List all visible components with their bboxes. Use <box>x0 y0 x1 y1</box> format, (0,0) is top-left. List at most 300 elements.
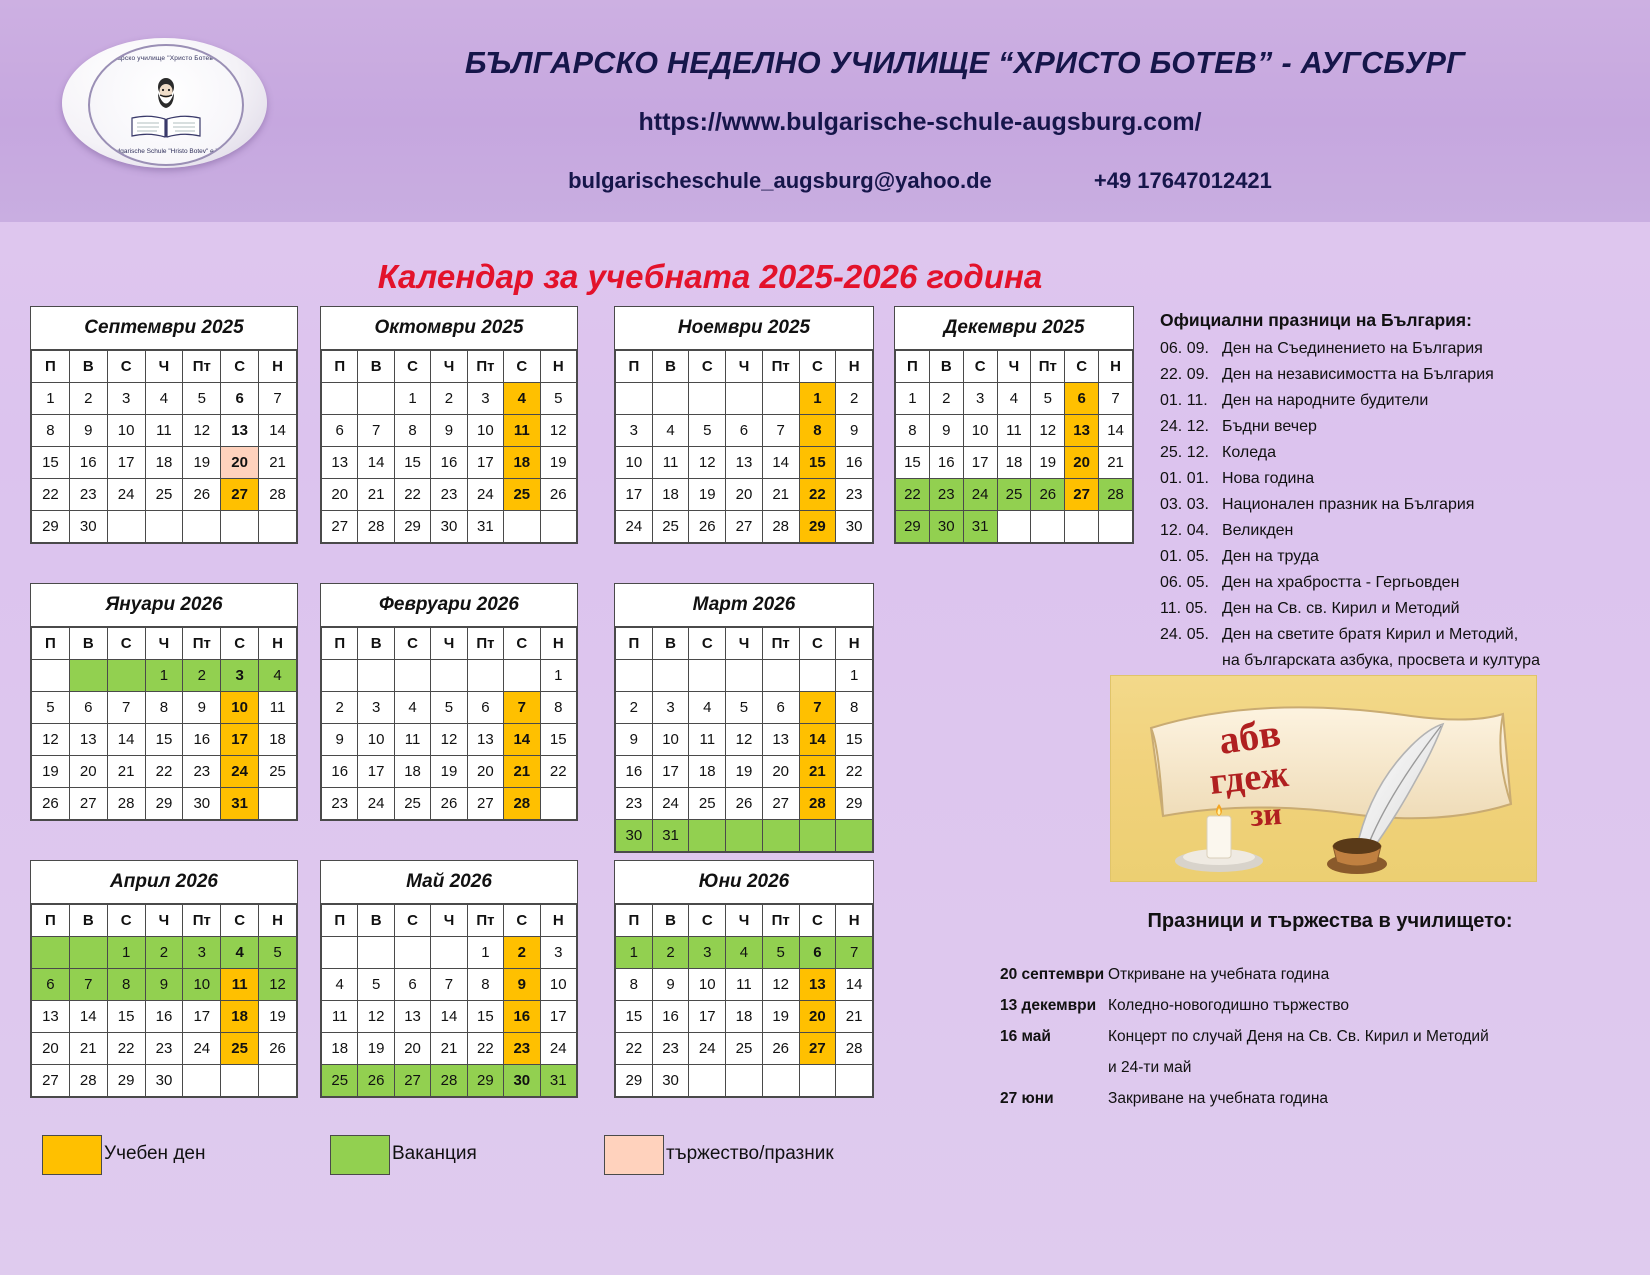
day-cell: 7 <box>69 969 107 1001</box>
school-email[interactable]: bulgarischeschule_augsburg@yahoo.de <box>568 168 992 193</box>
page-title: Календар за учебната 2025-2026 година <box>377 258 1043 295</box>
month-card <box>614 860 874 1098</box>
empty-cell <box>504 511 540 543</box>
official-holiday-name: Ден на Св. св. Кирил и Методий <box>1222 600 1460 617</box>
day-cell: 20 <box>32 1033 70 1065</box>
week-row <box>32 969 297 1001</box>
weekday-header: Ч <box>726 905 763 937</box>
alphabet-illustration <box>1110 675 1537 882</box>
legend-label: тържество/празник <box>666 1143 834 1164</box>
day-cell: 29 <box>467 1065 503 1097</box>
day-cell: 1 <box>32 383 70 415</box>
day-cell: 26 <box>762 1033 799 1065</box>
weekday-header: П <box>896 351 930 383</box>
weekday-header: Пт <box>762 628 799 660</box>
month-card <box>30 583 298 821</box>
day-cell: 23 <box>504 1033 540 1065</box>
day-cell: 8 <box>616 969 653 1001</box>
day-cell: 27 <box>467 788 503 820</box>
week-row <box>616 937 873 969</box>
month-title: Декември 2025 <box>895 307 1133 350</box>
day-cell: 19 <box>1031 447 1065 479</box>
weekday-header: С <box>221 351 259 383</box>
empty-cell <box>221 1065 259 1097</box>
empty-cell <box>726 820 763 852</box>
botev-portrait-icon <box>144 74 188 118</box>
day-cell: 15 <box>836 724 873 756</box>
day-cell: 20 <box>726 479 763 511</box>
official-holiday-name: Нова година <box>1222 470 1315 487</box>
day-cell: 14 <box>431 1001 467 1033</box>
day-cell: 14 <box>762 447 799 479</box>
official-holiday-date: 24. 05. <box>1160 626 1209 643</box>
official-holiday-name: Ден на Съединението на България <box>1222 340 1483 357</box>
day-cell: 12 <box>1031 415 1065 447</box>
month-title: Ноември 2025 <box>615 307 873 350</box>
empty-cell <box>32 660 70 692</box>
weekday-header: С <box>221 628 259 660</box>
day-cell: 24 <box>616 511 653 543</box>
official-holiday-row <box>1160 340 1483 358</box>
day-cell: 17 <box>107 447 145 479</box>
empty-cell <box>183 511 221 543</box>
weekday-header: В <box>929 351 963 383</box>
day-cell: 14 <box>107 724 145 756</box>
day-cell: 3 <box>358 692 394 724</box>
official-holiday-date: 03. 03. <box>1160 496 1209 513</box>
day-cell: 7 <box>431 969 467 1001</box>
day-cell: 29 <box>394 511 430 543</box>
day-cell: 22 <box>32 479 70 511</box>
day-cell: 25 <box>145 479 183 511</box>
month-table <box>615 904 873 1097</box>
weekday-header: Н <box>836 628 873 660</box>
school-event-date: 13 декември <box>1000 997 1097 1014</box>
official-holiday-row <box>1160 600 1460 618</box>
day-cell: 3 <box>652 692 689 724</box>
day-cell: 17 <box>221 724 259 756</box>
day-cell: 31 <box>467 511 503 543</box>
open-book-icon <box>129 114 203 140</box>
week-row <box>322 756 577 788</box>
day-cell: 28 <box>358 511 394 543</box>
day-cell: 29 <box>145 788 183 820</box>
week-row <box>32 937 297 969</box>
school-event-text: Откриване на учебната година <box>1108 966 1330 983</box>
official-holiday-row <box>1160 418 1317 436</box>
day-cell: 20 <box>221 447 259 479</box>
weekday-header-row <box>32 628 297 660</box>
weekday-header: Ч <box>726 351 763 383</box>
day-cell: 24 <box>221 756 259 788</box>
day-cell: 18 <box>652 479 689 511</box>
day-cell: 27 <box>1065 479 1099 511</box>
day-cell: 22 <box>799 479 836 511</box>
day-cell: 28 <box>762 511 799 543</box>
month-card <box>614 583 874 853</box>
official-holiday-date: 06. 09. <box>1160 340 1209 357</box>
week-row <box>616 511 873 543</box>
day-cell: 29 <box>107 1065 145 1097</box>
day-cell: 12 <box>540 415 576 447</box>
day-cell: 1 <box>394 383 430 415</box>
day-cell: 2 <box>929 383 963 415</box>
weekday-header: С <box>394 905 430 937</box>
official-holiday-row <box>1160 496 1474 514</box>
month-card <box>30 860 298 1098</box>
day-cell: 8 <box>32 415 70 447</box>
weekday-header: Н <box>259 351 297 383</box>
day-cell: 21 <box>762 479 799 511</box>
day-cell: 24 <box>358 788 394 820</box>
page-header <box>0 0 1650 222</box>
week-row <box>616 969 873 1001</box>
empty-cell <box>652 660 689 692</box>
month-title: Януари 2026 <box>31 584 297 627</box>
day-cell: 12 <box>689 447 726 479</box>
day-cell: 4 <box>322 969 358 1001</box>
weekday-header: В <box>358 628 394 660</box>
day-cell: 3 <box>183 937 221 969</box>
day-cell: 2 <box>836 383 873 415</box>
weekday-header: С <box>799 628 836 660</box>
day-cell: 8 <box>896 415 930 447</box>
day-cell: 30 <box>652 1065 689 1097</box>
weekday-header: В <box>652 905 689 937</box>
empty-cell <box>540 788 576 820</box>
empty-cell <box>726 1065 763 1097</box>
day-cell: 17 <box>963 447 997 479</box>
week-row <box>322 511 577 543</box>
day-cell: 2 <box>145 937 183 969</box>
contact-row <box>330 168 1510 194</box>
day-cell: 15 <box>616 1001 653 1033</box>
weekday-header: В <box>652 351 689 383</box>
weekday-header: Пт <box>183 351 221 383</box>
week-row <box>616 660 873 692</box>
day-cell: 14 <box>259 415 297 447</box>
empty-cell <box>1065 511 1099 543</box>
day-cell: 3 <box>467 383 503 415</box>
day-cell: 7 <box>762 415 799 447</box>
week-row <box>32 756 297 788</box>
weekday-header: Пт <box>467 905 503 937</box>
day-cell: 13 <box>762 724 799 756</box>
weekday-header: П <box>322 905 358 937</box>
day-cell: 16 <box>836 447 873 479</box>
day-cell: 5 <box>726 692 763 724</box>
day-cell: 12 <box>726 724 763 756</box>
legend-label: Учебен ден <box>104 1143 206 1164</box>
day-cell: 7 <box>358 415 394 447</box>
day-cell: 29 <box>616 1065 653 1097</box>
weekday-header: С <box>394 351 430 383</box>
empty-cell <box>145 511 183 543</box>
day-cell: 25 <box>504 479 540 511</box>
weekday-header: П <box>616 905 653 937</box>
empty-cell <box>726 660 763 692</box>
day-cell: 22 <box>107 1033 145 1065</box>
day-cell: 29 <box>836 788 873 820</box>
school-event-date: 20 септември <box>1000 966 1105 983</box>
week-row <box>32 415 297 447</box>
day-cell: 27 <box>726 511 763 543</box>
weekday-header: Ч <box>997 351 1031 383</box>
empty-cell <box>394 660 430 692</box>
day-cell: 14 <box>358 447 394 479</box>
day-cell: 10 <box>467 415 503 447</box>
day-cell: 9 <box>836 415 873 447</box>
empty-cell <box>358 937 394 969</box>
official-holiday-date: 25. 12. <box>1160 444 1209 461</box>
weekday-header: Ч <box>145 905 183 937</box>
day-cell: 27 <box>32 1065 70 1097</box>
day-cell: 8 <box>467 969 503 1001</box>
day-cell: 18 <box>997 447 1031 479</box>
day-cell: 1 <box>836 660 873 692</box>
empty-cell <box>799 1065 836 1097</box>
day-cell: 18 <box>145 447 183 479</box>
week-row <box>896 415 1133 447</box>
weekday-header: Н <box>1099 351 1133 383</box>
weekday-header: П <box>616 628 653 660</box>
day-cell: 18 <box>394 756 430 788</box>
day-cell: 9 <box>929 415 963 447</box>
day-cell: 31 <box>221 788 259 820</box>
empty-cell <box>221 511 259 543</box>
school-website-url[interactable]: https://www.bulgarische-schule-augsburg.com/ <box>638 108 1202 136</box>
day-cell: 5 <box>689 415 726 447</box>
empty-cell <box>616 660 653 692</box>
week-row <box>616 724 873 756</box>
day-cell: 10 <box>963 415 997 447</box>
month-table <box>31 904 297 1097</box>
day-cell: 25 <box>322 1065 358 1097</box>
school-events-title: Празници и тържества в училището: <box>1147 910 1513 932</box>
month-table <box>615 627 873 852</box>
empty-cell <box>322 937 358 969</box>
day-cell: 26 <box>689 511 726 543</box>
month-card <box>320 860 578 1098</box>
day-cell: 19 <box>726 756 763 788</box>
week-row <box>32 692 297 724</box>
day-cell: 26 <box>726 788 763 820</box>
day-cell: 4 <box>145 383 183 415</box>
weekday-header: С <box>799 905 836 937</box>
day-cell: 21 <box>69 1033 107 1065</box>
day-cell: 12 <box>358 1001 394 1033</box>
empty-cell <box>689 1065 726 1097</box>
weekday-header-row <box>322 351 577 383</box>
day-cell: 24 <box>689 1033 726 1065</box>
official-holiday-row <box>1160 470 1314 488</box>
day-cell: 11 <box>997 415 1031 447</box>
day-cell: 24 <box>467 479 503 511</box>
alphabet-scroll-drawing <box>1111 676 1536 881</box>
day-cell: 1 <box>896 383 930 415</box>
day-cell: 18 <box>689 756 726 788</box>
day-cell: 24 <box>652 788 689 820</box>
official-holiday-name: Ден на храбростта - Гергьовден <box>1222 574 1460 591</box>
day-cell: 18 <box>726 1001 763 1033</box>
day-cell: 20 <box>762 756 799 788</box>
school-event-text: и 24-ти май <box>1108 1059 1192 1076</box>
day-cell: 2 <box>504 937 540 969</box>
day-cell: 5 <box>183 383 221 415</box>
official-holiday-date: 01. 11. <box>1160 392 1208 409</box>
day-cell: 14 <box>504 724 540 756</box>
day-cell: 11 <box>221 969 259 1001</box>
weekday-header: П <box>32 905 70 937</box>
school-phone: +49 17647012421 <box>1093 168 1272 193</box>
day-cell: 7 <box>107 692 145 724</box>
official-holiday-name: Великден <box>1222 522 1294 539</box>
day-cell: 1 <box>467 937 503 969</box>
day-cell: 12 <box>32 724 70 756</box>
month-table <box>615 350 873 543</box>
empty-cell <box>431 660 467 692</box>
weekday-header: П <box>322 628 358 660</box>
week-row <box>616 820 873 852</box>
day-cell: 25 <box>259 756 297 788</box>
week-row <box>322 383 577 415</box>
day-cell: 1 <box>799 383 836 415</box>
week-row <box>322 1065 577 1097</box>
month-table <box>31 627 297 820</box>
day-cell: 15 <box>394 447 430 479</box>
day-cell: 11 <box>726 969 763 1001</box>
empty-cell <box>799 820 836 852</box>
day-cell: 21 <box>504 756 540 788</box>
day-cell: 26 <box>540 479 576 511</box>
day-cell: 23 <box>652 1033 689 1065</box>
day-cell: 15 <box>145 724 183 756</box>
official-holiday-name: Бъдни вечер <box>1222 418 1317 435</box>
day-cell: 11 <box>322 1001 358 1033</box>
day-cell: 18 <box>504 447 540 479</box>
legend-swatch <box>330 1135 390 1175</box>
day-cell: 18 <box>322 1033 358 1065</box>
day-cell: 1 <box>107 937 145 969</box>
day-cell: 9 <box>652 969 689 1001</box>
day-cell: 23 <box>145 1033 183 1065</box>
day-cell: 24 <box>183 1033 221 1065</box>
day-cell: 25 <box>997 479 1031 511</box>
week-row <box>616 447 873 479</box>
day-cell: 10 <box>616 447 653 479</box>
day-cell: 6 <box>32 969 70 1001</box>
weekday-header: Пт <box>183 905 221 937</box>
empty-cell <box>689 383 726 415</box>
day-cell: 12 <box>762 969 799 1001</box>
weekday-header: В <box>652 628 689 660</box>
empty-cell <box>762 820 799 852</box>
day-cell: 22 <box>616 1033 653 1065</box>
day-cell: 4 <box>221 937 259 969</box>
day-cell: 19 <box>259 1001 297 1033</box>
day-cell: 20 <box>322 479 358 511</box>
day-cell: 23 <box>183 756 221 788</box>
weekday-header-row <box>322 905 577 937</box>
empty-cell <box>689 820 726 852</box>
weekday-header-row <box>32 905 297 937</box>
day-cell: 20 <box>467 756 503 788</box>
week-row <box>322 692 577 724</box>
official-holiday-date: 22. 09. <box>1160 366 1209 383</box>
week-row <box>322 937 577 969</box>
day-cell: 7 <box>259 383 297 415</box>
day-cell: 13 <box>221 415 259 447</box>
empty-cell <box>259 788 297 820</box>
day-cell: 23 <box>431 479 467 511</box>
day-cell: 26 <box>32 788 70 820</box>
svg-text:зи: зи <box>1248 794 1283 833</box>
empty-cell <box>107 511 145 543</box>
day-cell: 19 <box>689 479 726 511</box>
week-row <box>616 383 873 415</box>
week-row <box>322 479 577 511</box>
school-event-text: Коледно-новогодишно тържество <box>1108 997 1350 1014</box>
day-cell: 18 <box>259 724 297 756</box>
day-cell: 19 <box>540 447 576 479</box>
weekday-header: С <box>107 628 145 660</box>
day-cell: 13 <box>69 724 107 756</box>
empty-cell <box>69 660 107 692</box>
logo-bottom-text: Bulgarische Schule "Hristo Botev" e.V. <box>110 148 222 155</box>
day-cell: 13 <box>394 1001 430 1033</box>
day-cell: 27 <box>221 479 259 511</box>
empty-cell <box>1031 511 1065 543</box>
month-table <box>321 627 577 820</box>
month-title: Май 2026 <box>321 861 577 904</box>
weekday-header: В <box>69 628 107 660</box>
official-holiday-row <box>1160 548 1319 566</box>
day-cell: 21 <box>799 756 836 788</box>
day-cell: 25 <box>221 1033 259 1065</box>
month-card <box>30 306 298 544</box>
day-cell: 27 <box>322 511 358 543</box>
day-cell: 4 <box>394 692 430 724</box>
weekday-header: Ч <box>726 628 763 660</box>
week-row <box>32 1065 297 1097</box>
day-cell: 13 <box>726 447 763 479</box>
day-cell: 10 <box>221 692 259 724</box>
weekday-header: Н <box>540 351 576 383</box>
day-cell: 16 <box>69 447 107 479</box>
day-cell: 10 <box>652 724 689 756</box>
weekday-header: С <box>107 351 145 383</box>
month-title: Юни 2026 <box>615 861 873 904</box>
day-cell: 2 <box>69 383 107 415</box>
empty-cell <box>726 383 763 415</box>
weekday-header-row <box>616 628 873 660</box>
logo-top-text: Българско училище "Христо Ботев" е.В. <box>102 55 230 62</box>
day-cell: 3 <box>221 660 259 692</box>
week-row <box>616 479 873 511</box>
day-cell: 7 <box>504 692 540 724</box>
day-cell: 17 <box>540 1001 576 1033</box>
school-event-date: 16 май <box>1000 1028 1051 1045</box>
empty-cell <box>259 511 297 543</box>
weekday-header: Пт <box>1031 351 1065 383</box>
day-cell: 16 <box>616 756 653 788</box>
empty-cell <box>540 511 576 543</box>
day-cell: 1 <box>145 660 183 692</box>
day-cell: 13 <box>467 724 503 756</box>
week-row <box>32 660 297 692</box>
week-row <box>896 383 1133 415</box>
day-cell: 7 <box>799 692 836 724</box>
